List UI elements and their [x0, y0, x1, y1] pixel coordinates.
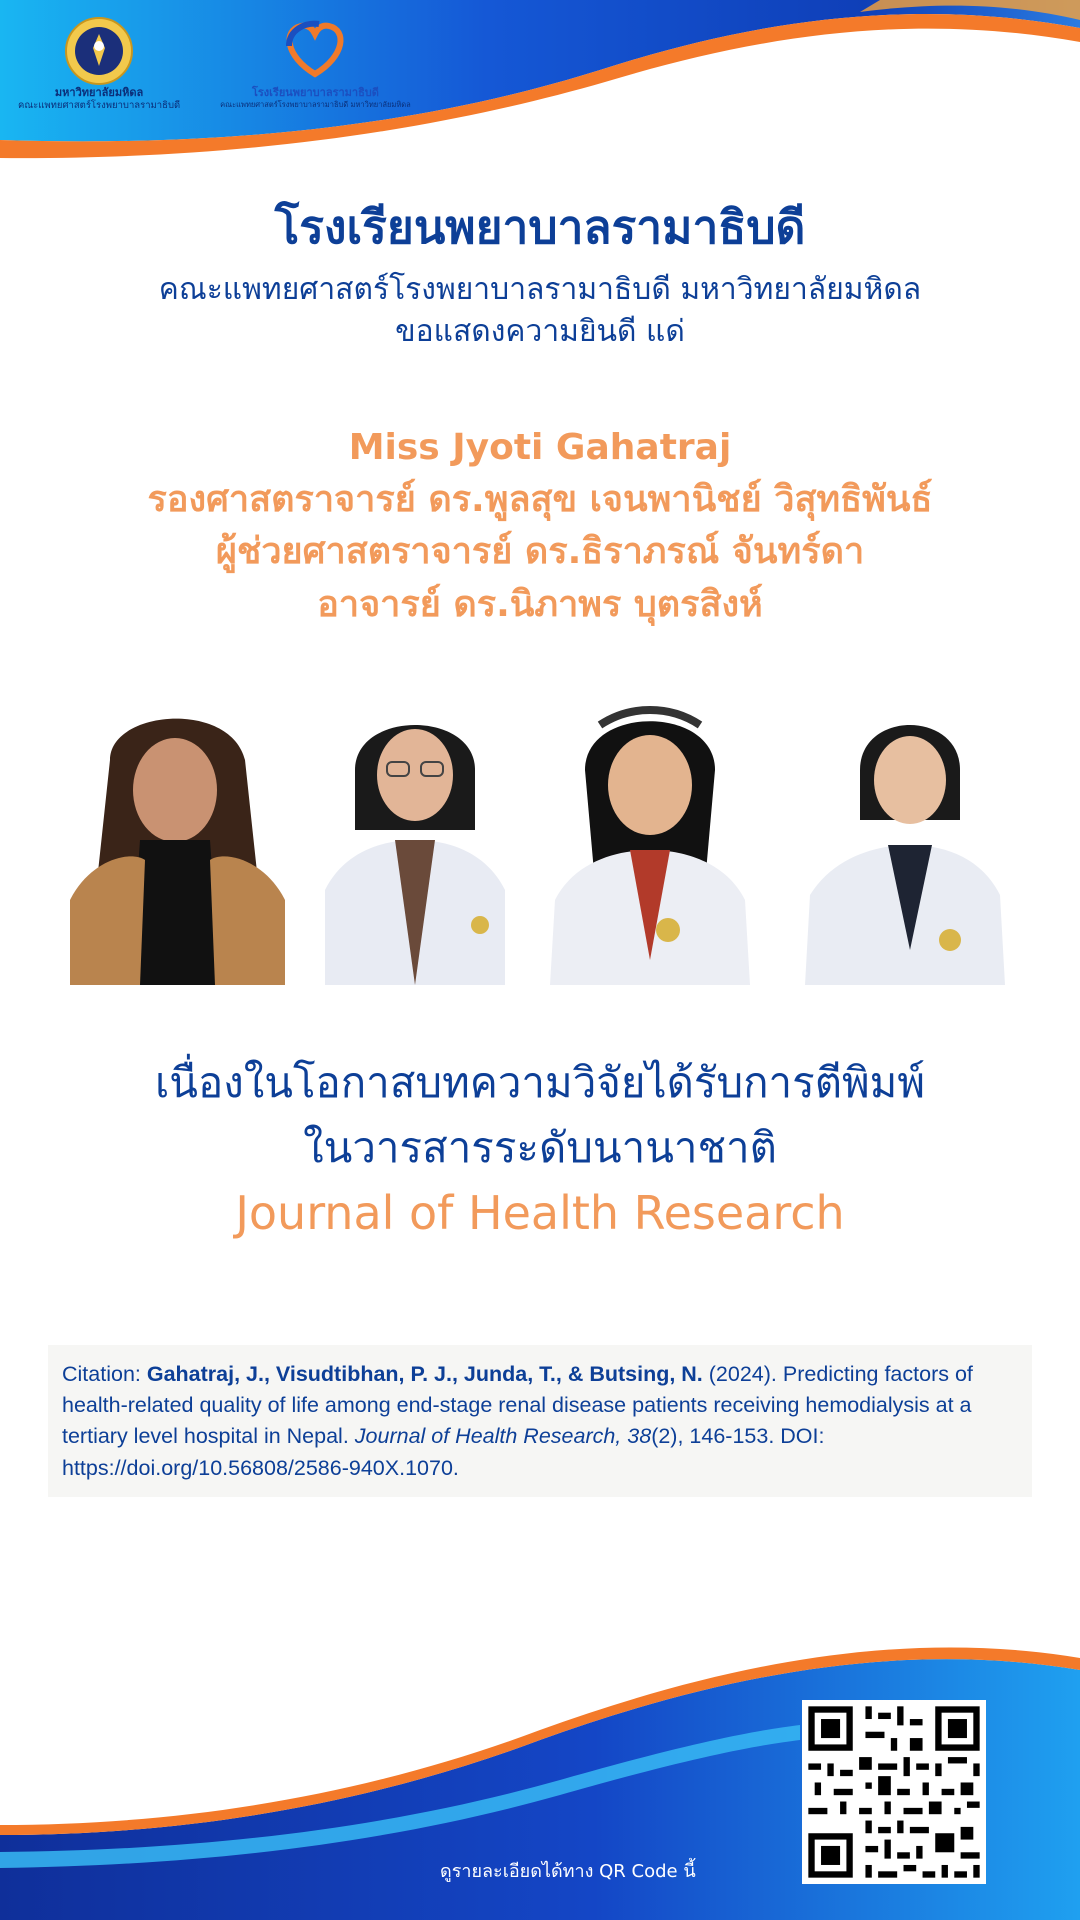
- author-photo: [540, 700, 760, 985]
- faculty-caption: คณะแพทยศาสตร์โรงพยาบาลรามาธิบดี: [18, 99, 181, 111]
- author-photo: [800, 700, 1010, 985]
- author-photo: [70, 700, 285, 985]
- nursing-school-caption: โรงเรียนพยาบาลรามาธิบดี: [251, 86, 379, 99]
- occasion-text: [0, 1050, 1080, 1240]
- nursing-school-logo: [220, 16, 411, 112]
- heart-ring-logo-icon: [275, 16, 355, 86]
- citation-box: [48, 1345, 1032, 1497]
- citation-authors: Gahatraj, J., Visudtibhan, P. J., Junda, T., & Butsing, N.: [146, 1362, 703, 1386]
- mahidol-seal-icon: [64, 16, 134, 86]
- citation-title: Predicting factors of health-related quality of life among end-stage renal disease patients receiving hemodialysis at a tertiary level hospital in Nepal.: [62, 1362, 973, 1449]
- journal-name: Journal of Health Research: [235, 1186, 845, 1241]
- author-name: Miss Jyoti Gahatraj: [348, 427, 732, 468]
- citation-pages-doi: (2), 146-153. DOI: https://doi.org/10.56808/2586-940X.1070.: [62, 1424, 825, 1480]
- author-photos: [70, 700, 1010, 985]
- author-photo: [315, 700, 515, 985]
- qr-code[interactable]: [802, 1700, 986, 1884]
- author-name: อาจารย์ ดร.นิภาพร บุตรสิงห์: [317, 583, 763, 625]
- qr-code-icon: [802, 1700, 986, 1884]
- nursing-school-subcaption: คณะแพทยศาสตร์โรงพยาบาลรามาธิบดี มหาวิทยาลัยมหิดล: [220, 99, 411, 109]
- author-name: รองศาสตราจารย์ ดร.พูลสุข เจนพานิชย์ วิสุทธิพันธ์: [147, 479, 933, 521]
- citation-year: (2024).: [702, 1362, 783, 1386]
- header: [0, 200, 1080, 353]
- occasion-line-2: ในวารสารระดับนานาชาติ: [303, 1123, 777, 1173]
- mahidol-caption: มหาวิทยาลัยมหิดล: [54, 86, 144, 99]
- citation-journal: Journal of Health Research,: [354, 1424, 628, 1449]
- citation-volume: 38: [627, 1424, 652, 1449]
- page-title: โรงเรียนพยาบาลรามาธิบดี: [274, 200, 806, 254]
- citation-label: Citation:: [62, 1362, 147, 1386]
- occasion-line-1: เนื่องในโอกาสบทความวิจัยได้รับการตีพิมพ์: [154, 1058, 926, 1107]
- subtitle-faculty: คณะแพทยศาสตร์โรงพยาบาลรามาธิบดี มหาวิทยาลัยมหิดล: [158, 272, 922, 308]
- logo-row: [18, 16, 411, 112]
- author-name: ผู้ช่วยศาสตราจารย์ ดร.ธิราภรณ์ จันทร์ดา: [215, 531, 865, 573]
- mahidol-logo: [18, 16, 180, 112]
- qr-caption: ดูรายละเอียดได้ทาง QR Code นี้: [440, 1861, 696, 1882]
- author-names: [0, 422, 1080, 631]
- subtitle-congrats: ขอแสดงความยินดี แด่: [395, 314, 685, 350]
